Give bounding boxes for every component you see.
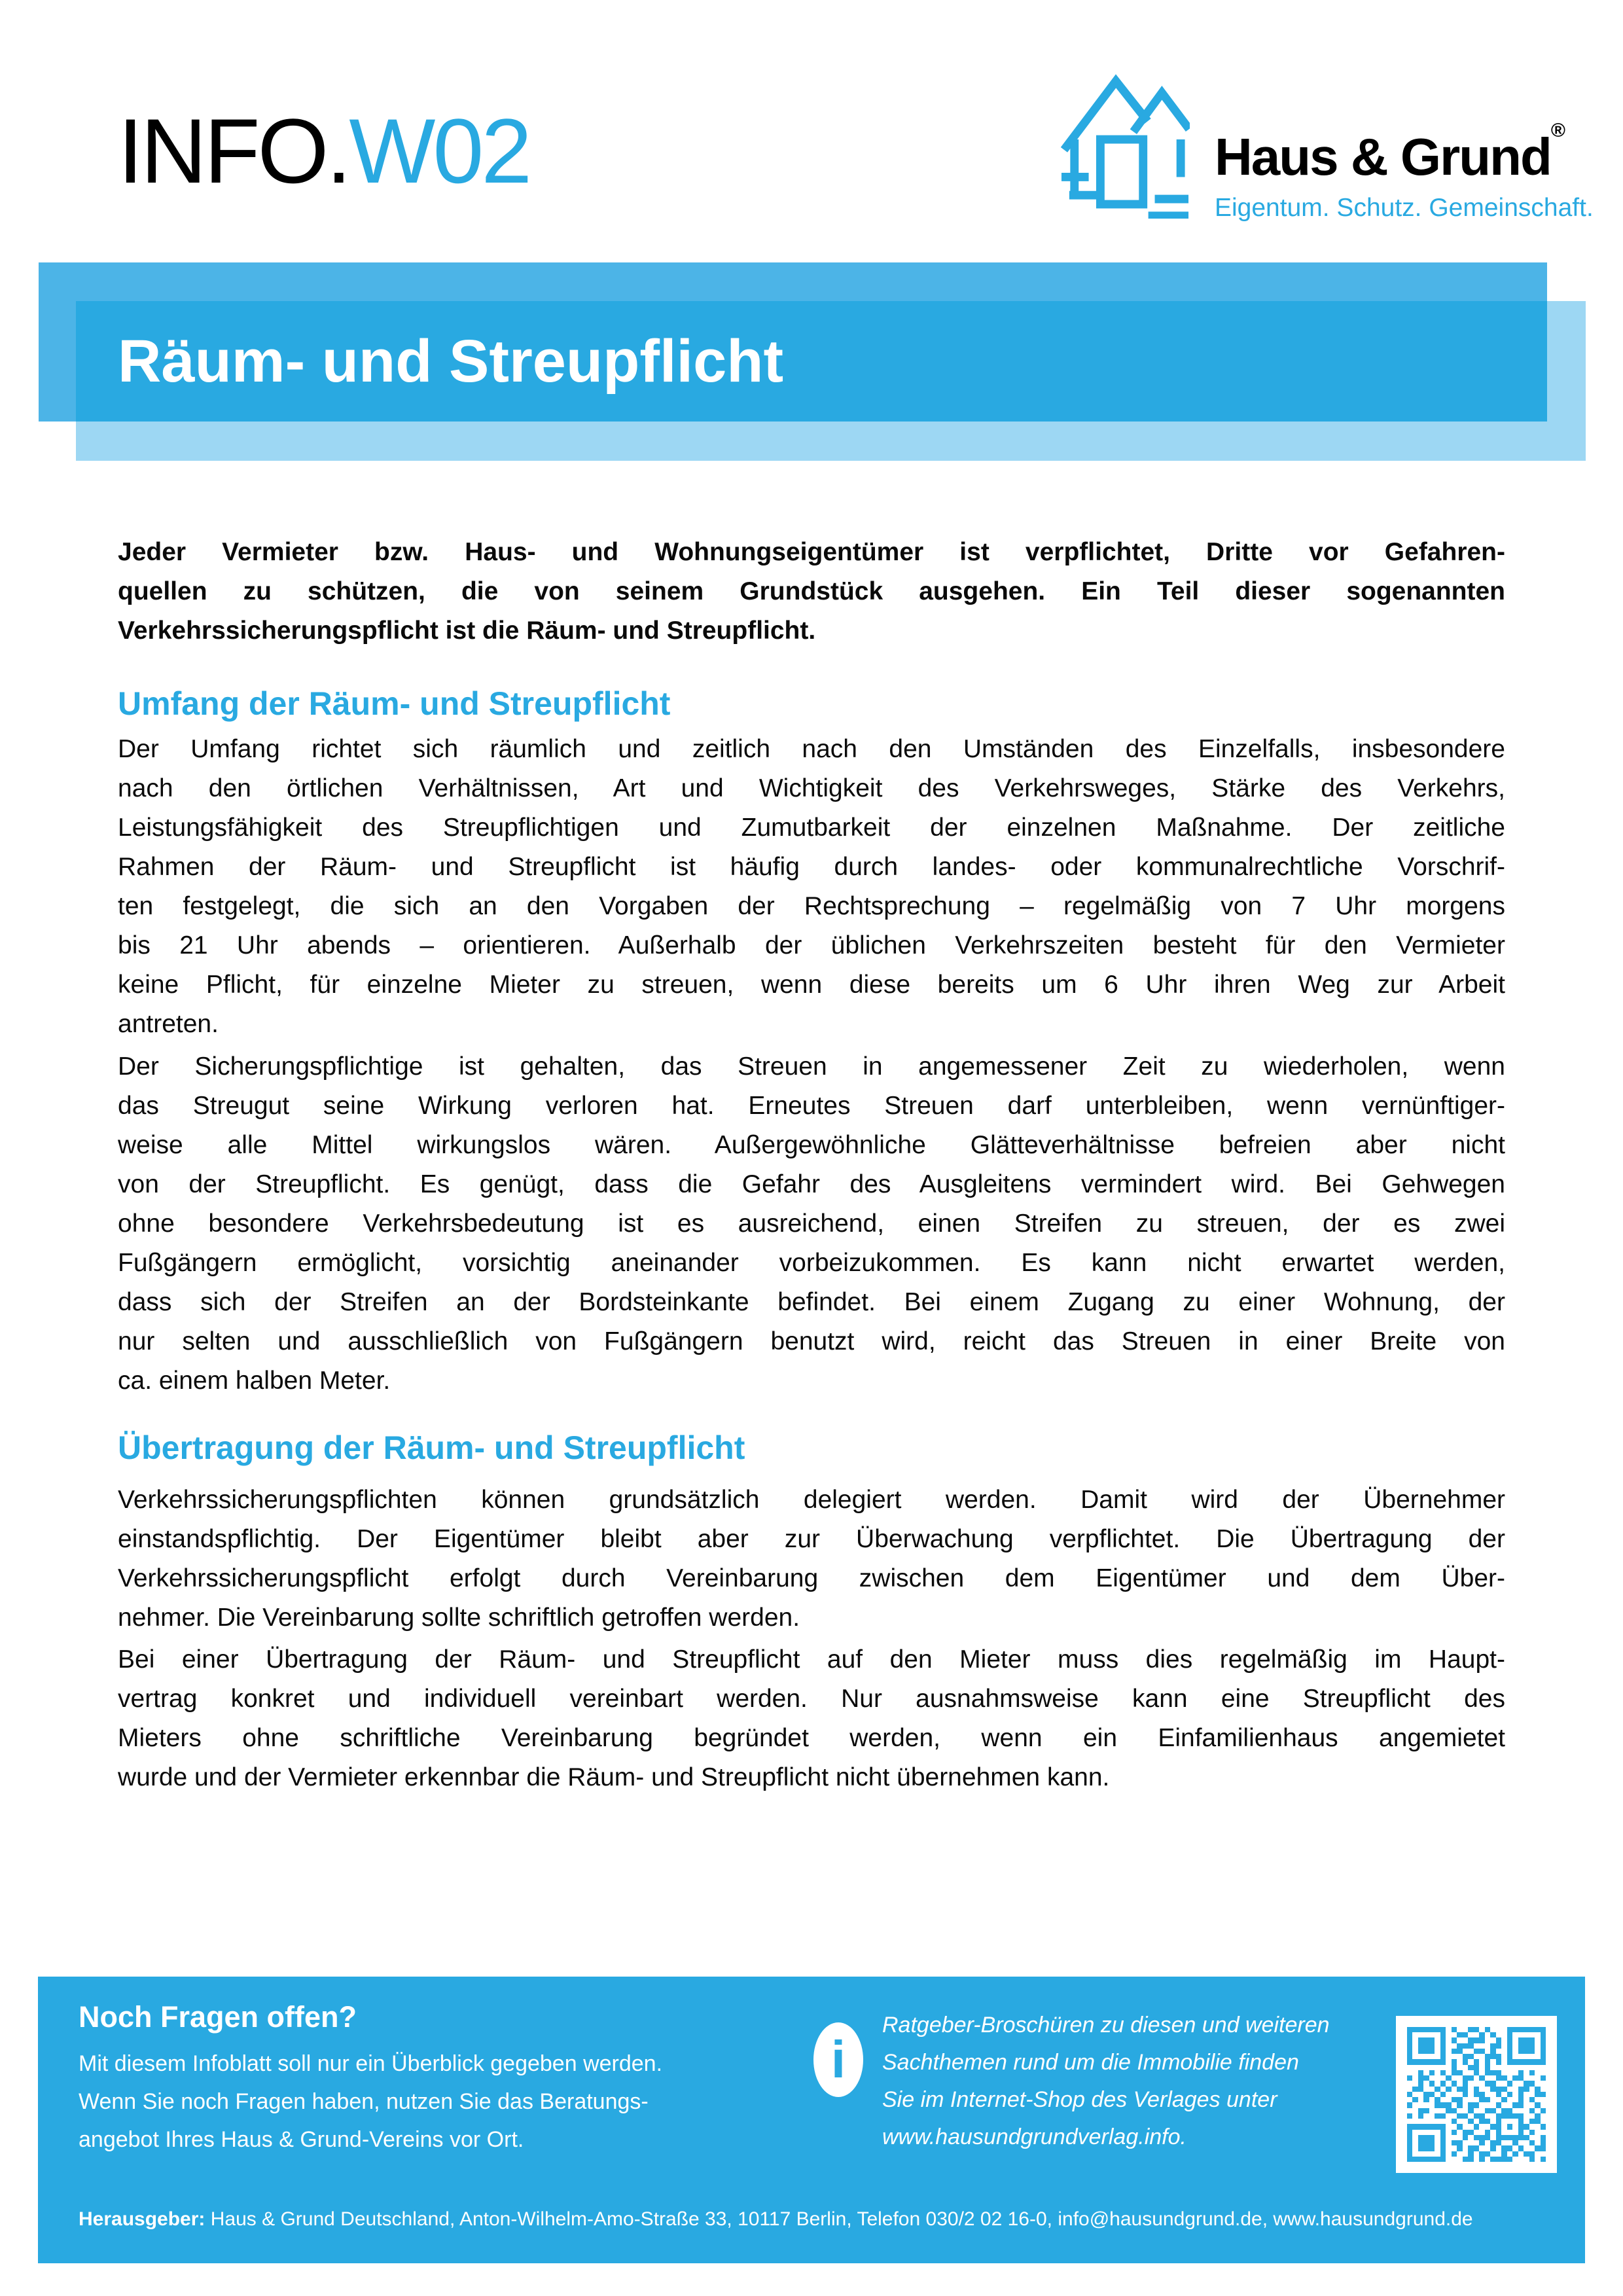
section-uebertragung-paragraph-1 <box>118 1480 1505 1638</box>
text-line: Ratgeber-Broschüren zu diesen und weiteren <box>882 2013 1330 2037</box>
text-line: Sachthemen rund um die Immobilie finden <box>882 2050 1299 2075</box>
page-title: Räum- und Streupflicht <box>118 328 784 395</box>
text-line: quellen zu schützen, die von seinem Grundstück ausgehen. Ein Teil dieser sogenannten <box>118 577 1505 605</box>
text-line: von der Streupflicht. Es genügt, dass die Gefahr des Ausgleitens vermindert wird. Bei Gehwegen <box>118 1170 1505 1198</box>
text-line: Mit diesem Infoblatt soll nur ein Überblick gegeben werden. <box>79 2051 663 2076</box>
publisher-line <box>79 2208 1473 2231</box>
text-line: Der Umfang richtet sich räumlich und zeitlich nach den Umständen des Einzelfalls, insbesondere <box>118 735 1505 763</box>
text-line: Verkehrssicherungspflichten können grundsätzlich delegiert werden. Damit wird der Übernehmer <box>118 1486 1505 1514</box>
section-umfang-paragraph-1 <box>118 730 1505 1044</box>
text-line: einstandspflichtig. Der Eigentümer bleibt aber zur Überwachung verpflichtet. Die Übertragung der <box>118 1525 1505 1553</box>
text-line: bis 21 Uhr abends – orientieren. Außerhalb der üblichen Verkehrszeiten besteht für den Vermieter <box>118 931 1505 960</box>
text-line: wurde und der Vermieter erkennbar die Räum- und Streupflicht nicht übernehmen kann. <box>118 1763 1110 1791</box>
text-line: Wenn Sie noch Fragen haben, nutzen Sie das Beratungs- <box>79 2089 649 2114</box>
text-line: Mieters ohne schriftliche Vereinbarung begründet werden, wenn ein Einfamilienhaus angemietet <box>118 1724 1505 1752</box>
text-line: Der Sicherungspflichtige ist gehalten, das Streuen in angemessener Zeit zu wiederholen, wenn <box>118 1052 1505 1081</box>
shop-url: www.hausundgrundverlag.info. <box>882 2125 1186 2149</box>
document-code <box>118 98 529 204</box>
info-icon <box>813 2022 863 2097</box>
document-code-prefix: INFO. <box>118 99 349 202</box>
text-line: ohne besondere Verkehrsbedeutung ist es ausreichend, einen Streifen zu streuen, der es zwei <box>118 1210 1505 1238</box>
house-icon <box>1060 63 1190 219</box>
intro-paragraph <box>118 533 1505 651</box>
section-heading-umfang: Umfang der Räum- und Streupflicht <box>118 685 671 722</box>
section-heading-uebertragung: Übertragung der Räum- und Streupflicht <box>118 1429 745 1466</box>
text-line: nur selten und ausschließlich von Fußgängern benutzt wird, reicht das Streuen in einer Breite von <box>118 1327 1505 1355</box>
document-code-number: W02 <box>349 99 530 202</box>
footer-questions-text <box>79 2045 662 2159</box>
publisher-label: Herausgeber: <box>79 2208 205 2230</box>
footer-questions-heading: Noch Fragen offen? <box>79 2000 357 2034</box>
logo-text <box>1215 63 1594 223</box>
qr-code-modules <box>1407 2027 1546 2162</box>
logo-wordmark-text: Haus & Grund <box>1215 128 1551 186</box>
text-line: nach den örtlichen Verhältnissen, Art und Wichtigkeit des Verkehrsweges, Stärke des Verkehrs, <box>118 774 1505 802</box>
qr-code <box>1396 2016 1557 2173</box>
text-line: angebot Ihres Haus & Grund-Vereins vor Ort. <box>79 2127 524 2152</box>
logo-wordmark <box>1215 103 1594 185</box>
text-line: Jeder Vermieter bzw. Haus- und Wohnungseigentümer ist verpflichtet, Dritte vor Gefahren- <box>118 538 1505 566</box>
text-line: Fußgängern ermöglicht, vorsichtig aneinander vorbeizukommen. Es kann nicht erwartet werden, <box>118 1249 1505 1277</box>
text-line: antreten. <box>118 1010 219 1038</box>
info-icon-glyph: i <box>830 2030 846 2089</box>
logo-tagline: Eigentum. Schutz. Gemeinschaft. <box>1215 194 1594 222</box>
text-line: weise alle Mittel wirkungslos wären. Außergewöhnliche Glätteverhältnisse befreien aber nicht <box>118 1131 1505 1159</box>
text-line: nehmer. Die Vereinbarung sollte schriftlich getroffen werden. <box>118 1604 800 1632</box>
section-uebertragung-paragraph-2 <box>118 1640 1505 1797</box>
text-line: Leistungsfähigkeit des Streupflichtigen und Zumutbarkeit der einzelnen Maßnahme. Der zeitliche <box>118 814 1505 842</box>
text-line: Verkehrssicherungspflicht erfolgt durch Vereinbarung zwischen dem Eigentümer und dem Über- <box>118 1564 1505 1592</box>
section-umfang-paragraph-2 <box>118 1047 1505 1401</box>
text-line: das Streugut seine Wirkung verloren hat. Erneutes Streuen darf unterbleiben, wenn vernünftiger- <box>118 1092 1505 1120</box>
registered-trademark: ® <box>1550 120 1564 141</box>
publisher-text: Haus & Grund Deutschland, Anton-Wilhelm-Amo-Straße 33, 10117 Berlin, Telefon 030/2 02 16-0, info@hausundgrund.de, www.hausundgrund.de <box>205 2208 1473 2230</box>
text-line: Bei einer Übertragung der Räum- und Streupflicht auf den Mieter muss dies regelmäßig im Haupt- <box>118 1645 1505 1674</box>
text-line: Rahmen der Räum- und Streupflicht ist häufig durch landes- oder kommunalrechtliche Vorschrif- <box>118 853 1505 881</box>
haus-grund-logo <box>1060 63 1594 223</box>
text-line: ca. einem halben Meter. <box>118 1367 391 1395</box>
text-line: ten festgelegt, die sich an den Vorgaben der Rechtsprechung – regelmäßig von 7 Uhr morgens <box>118 892 1505 920</box>
text-line: dass sich der Streifen an der Bordsteinkante befindet. Bei einem Zugang zu einer Wohnung, der <box>118 1288 1505 1316</box>
text-line: vertrag konkret und individuell vereinbart werden. Nur ausnahmsweise kann eine Streupflicht des <box>118 1685 1505 1713</box>
text-line: Sie im Internet-Shop des Verlages unter <box>882 2087 1277 2112</box>
text-line: Verkehrssicherungspflicht ist die Räum- und Streupflicht. <box>118 617 816 645</box>
footer-shop-note <box>882 2007 1330 2156</box>
title-band <box>76 301 1547 422</box>
text-line: keine Pflicht, für einzelne Mieter zu streuen, wenn diese bereits um 6 Uhr ihren Weg zur Arbeit <box>118 971 1505 999</box>
